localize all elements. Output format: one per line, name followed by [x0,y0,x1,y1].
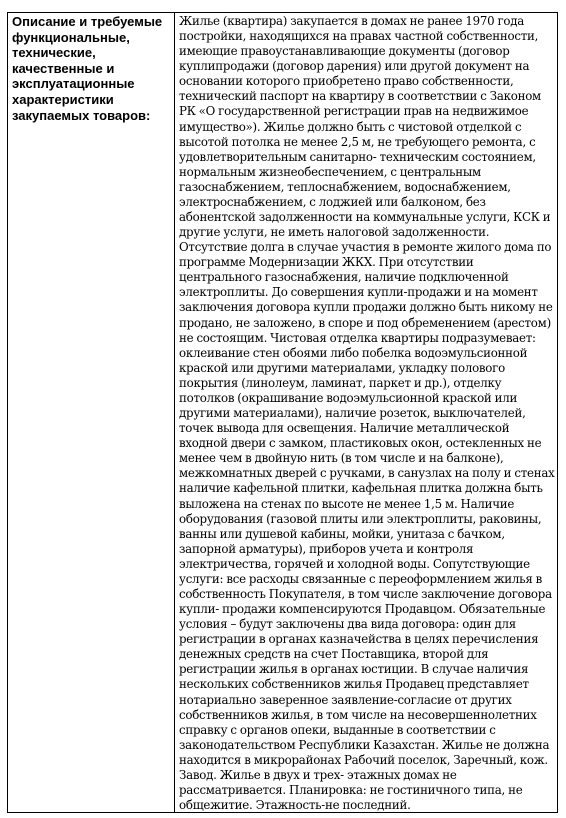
requirements-table [7,12,558,813]
requirements-description-text: Жилье (квартира) закупается в домах не ранее 1970 года постройки, находящихся на правах частной собственности, имеющие правоустанавливающие документы (договор куплипродажи (договор дарения) или другой документ на основании которого приобретено право собственности, технический паспорт на квартиру в соответствии с Законом РК «О государственной регистрации прав на недвижимое имущество»). Жилье должно быть с чистовой отделкой с высотой потолка не менее 2,5 м, не требующего ремонта, с удовлетворительным санитарно- техническим состоянием, нормальным жизнеобеспечением, с центральным газоснабжением, теплоснабжением, водоснабжением, электроснабжением, с лоджией или балконом, без абонентской задолженности на коммунальные услуги, КСК и другие услуги, не иметь налоговой задолженности. Отсутствие долга в случае участия в ремонте жилого дома по программе Модернизации ЖКХ. При отсутствии центрального газоснабжения, наличие подключенной электроплиты. До совершения купли-продажи и на момент заключения договора купли продажи должно быть никому не продано, не заложено, в споре и под обременением (арестом) не состоящим. Чистовая отделка квартиры подразумевает: оклеивание стен обоями либо побелка водоэмульсионной краской или другими материалами, укладку полового покрытия (линолеум, ламинат, паркет и др.), отделку потолков (окрашивание водоэмульсионной краской или другими материалами), наличие розеток, выключателей, точек вывода для освещения. Наличие металлической входной двери с замком, пластиковых окон, остекленных не менее чем в двойную нить (в том числе и на балконе), межкомнатных дверей с ручками, в санузлах на полу и стенах наличие кафельной плитки, кафельная плитка должна быть выложена на стенах по высоте не менее 1,5 м. Наличие оборудования (газовой плиты или электроплиты, раковины, ванны или душевой кабины, мойки, унитаза с бачком, запорной арматуры), приборов учета и контроля электричества, горячей и холодной воды. Сопутствующие услуги: все расходы связанные с переоформлением жилья в собственность Покупателя, в том числе заключение договора купли- продажи компенсируются Продавцом. Обязательные условия – будут заключены два вида договора: один для регистрации в органах казначейства в целях перечисления денежных средств на счет Поставщика, второй для регистрации жилья в органах юстиции. В случае наличия нескольких собственников жилья Продавец представляет нотариально заверенное заявление-согласие от других собственников жилья, в том числе на несовершеннолетних справку с органов опеки, выданные в соответствии с законодательством Республики Казахстан. Жилье не должна находится в микрорайонах Рабочий поселок, Заречный, кож. Завод. Жилье в двух и трех- этажных домах не рассматривается. Планировка: не гостиничного типа, не общежитие. Этажность-не последний. [179,14,555,813]
requirements-description-cell [175,13,557,812]
characteristics-label-cell: Описание и требуемые функциональные, технические, качественные и эксплуатационные характеристики закупаемых товаров: [8,13,175,812]
